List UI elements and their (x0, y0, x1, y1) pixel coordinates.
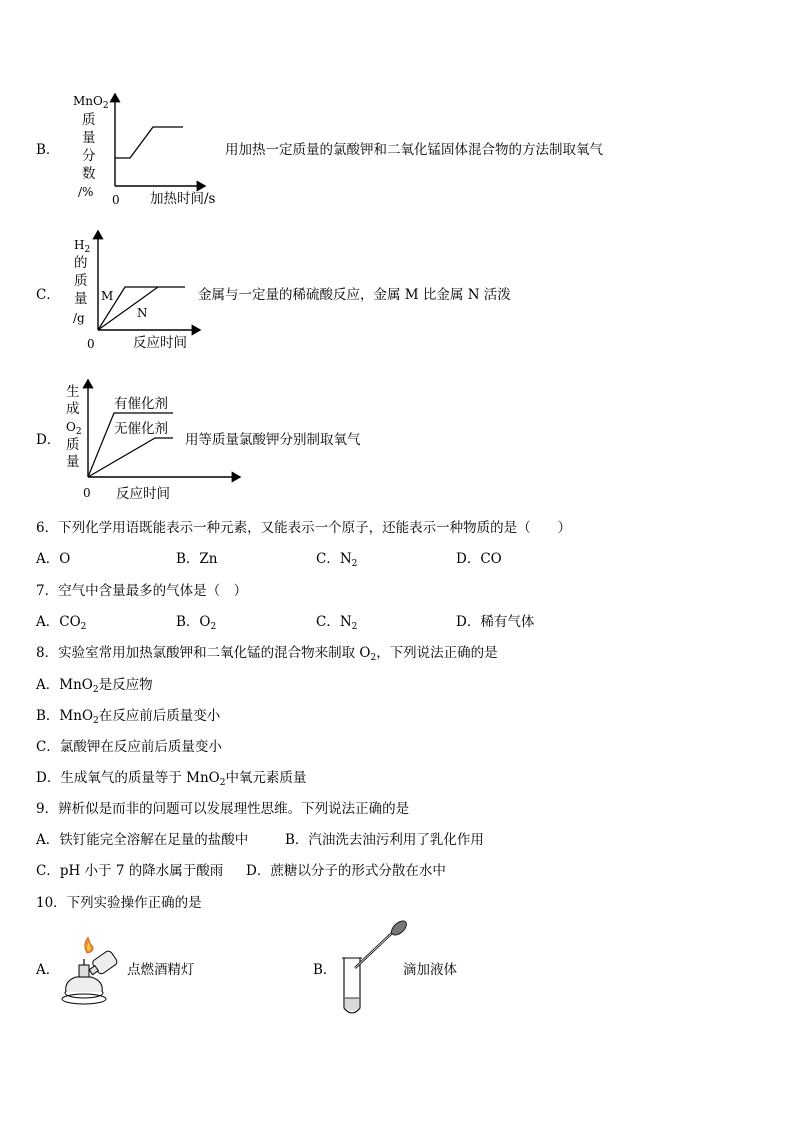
graph-c-y-label-char-1: 的 (74, 255, 88, 271)
question-9-stem: 9．辨析似是而非的问题可以发展理性思维。下列说法正确的是 (36, 801, 410, 817)
graph-c-chart (70, 225, 270, 335)
graph-c-y-label-unit: /g (73, 311, 85, 325)
graph-d-y-label-char-3: 质 (66, 437, 80, 453)
graph-d-description: 用等质量氯酸钾分别制取氧气 (185, 432, 361, 448)
question-8-stem: 8．实验室常用加热氯酸钾和二氧化锰的混合物来制取 $O_2$，下列说法正确的是 (36, 645, 498, 663)
option-c-letter: C． (36, 287, 60, 303)
question-6-option-c: C．$N_2$ (316, 551, 358, 569)
dropper-test-tube-illustration (330, 920, 410, 1020)
graph-b-curve (115, 127, 183, 158)
graph-b-y-label-unit: /% (78, 185, 94, 199)
question-9-option-d: D．蔗糖以分子的形式分散在水中 (246, 863, 446, 879)
question-10-stem: 10．下列实验操作正确的是 (36, 895, 202, 911)
question-7-option-d: D．稀有气体 (456, 614, 535, 630)
graph-c-x-label: 反应时间 (133, 335, 187, 351)
graph-c-description: 金属与一定量的稀硫酸反应，金属 M 比金属 N 活泼 (198, 287, 511, 303)
question-8-option-c: C．氯酸钾在反应前后质量变小 (36, 739, 222, 755)
option-d-letter: D． (36, 432, 61, 448)
question-9-option-a: A．铁钉能完全溶解在足量的盐酸中 (36, 832, 249, 848)
question-8-option-d: D．生成氧气的质量等于 MnO$_2$中氧元素质量 (36, 770, 307, 788)
graph-b-x-label: 加热时间/s (150, 191, 216, 207)
question-6-option-d: D．CO (456, 551, 502, 567)
graph-c-y-label-top: $H_2$ (74, 238, 91, 255)
graph-d-origin: 0 (83, 486, 91, 500)
question-8-option-b: B．MnO$_2$在反应前后质量变小 (36, 708, 221, 726)
graph-d-y-label-char-4: 量 (66, 454, 80, 470)
question-7-option-b: B．$O_2$ (176, 614, 217, 632)
graph-c-origin: 0 (87, 337, 95, 351)
question-10-option-a-label: 点燃酒精灯 (127, 962, 195, 978)
graph-d-x-label: 反应时间 (116, 486, 170, 502)
graph-d-y-label-char-1: 生 (66, 384, 80, 400)
question-7-option-a: A．$CO_2$ (36, 614, 87, 632)
graph-d-no-catalyst-label: 无催化剂 (114, 421, 168, 437)
graph-c-y-label-char-2: 质 (74, 273, 88, 289)
question-7-stem: 7．空气中含量最多的气体是（ ） (36, 583, 248, 599)
question-6-option-b: B．Zn (176, 551, 218, 567)
graph-c-line-n-label: N (137, 306, 148, 320)
graph-b-y-label-char-2: 量 (82, 130, 96, 146)
question-7-option-c: C．$N_2$ (316, 614, 358, 632)
question-9-option-c: C．pH 小于 7 的降水属于酸雨 (36, 863, 224, 879)
graph-c-y-label-char-3: 量 (74, 291, 88, 307)
alcohol-lamp-lighting-illustration (60, 935, 130, 1015)
graph-d-chart (70, 370, 270, 480)
graph-b-y-label-top: MnO$_2$ (73, 94, 109, 111)
graph-d-y-label-o2: $O_2$ (66, 420, 82, 437)
graph-c-line-m-label: M (101, 289, 114, 303)
question-9-option-b: B．汽油洗去油污利用了乳化作用 (285, 832, 484, 848)
option-b-letter: B． (36, 142, 60, 158)
question-10-option-a-letter: A． (36, 962, 60, 978)
graph-b-y-label-char-3: 分 (82, 148, 96, 164)
graph-b-origin: 0 (112, 193, 120, 207)
graph-d-y-label-char-2: 成 (66, 401, 80, 417)
graph-b-y-label-char-1: 质 (82, 112, 96, 128)
question-8-option-a: A．MnO$_2$是反应物 (36, 677, 153, 695)
graph-d-curve-no-catalyst (88, 438, 173, 477)
question-10-option-b-letter: B． (313, 962, 337, 978)
graph-d-catalyst-label: 有催化剂 (114, 396, 168, 412)
graph-b-description: 用加热一定质量的氯酸钾和二氧化锰固体混合物的方法制取氧气 (225, 142, 603, 158)
question-10-option-b-label: 滴加液体 (403, 962, 457, 978)
graph-b-y-label-char-4: 数 (82, 166, 96, 182)
question-6-option-a: A．O (36, 551, 71, 567)
question-6-stem: 6．下列化学用语既能表示一种元素，又能表示一个原子，还能表示一种物质的是（ ） (36, 520, 572, 536)
